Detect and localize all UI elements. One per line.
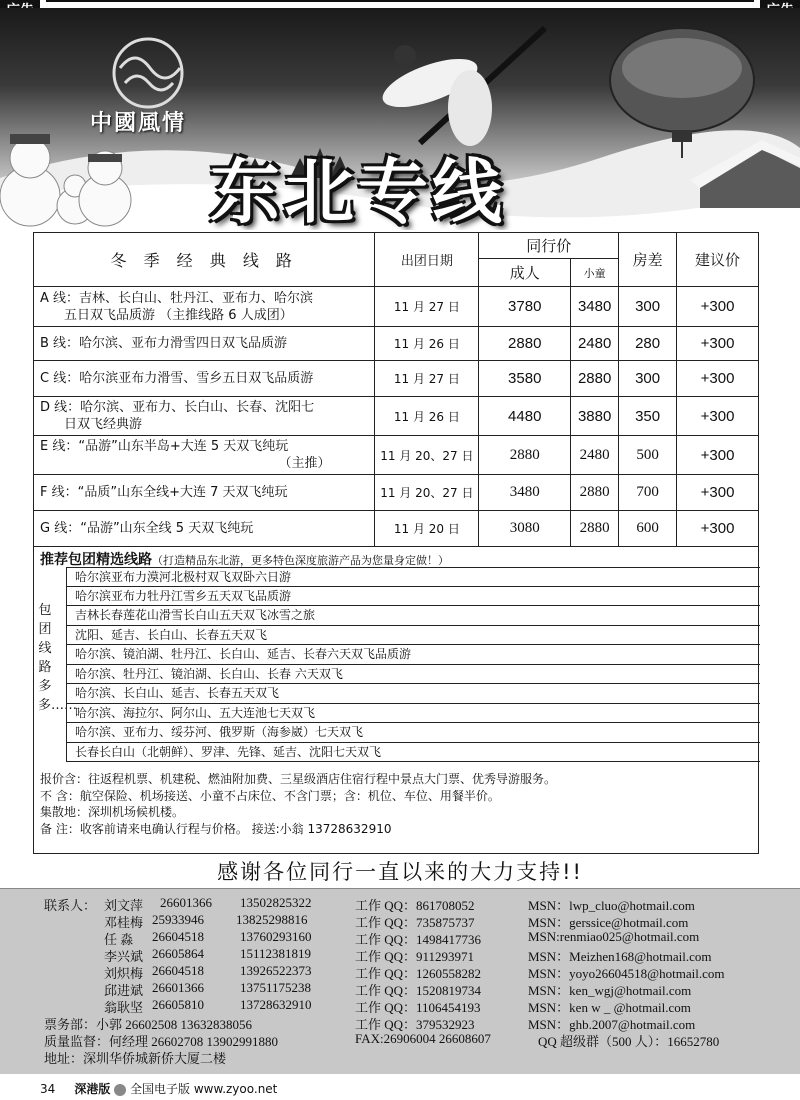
contact-mobile: 13926522373 (240, 963, 312, 978)
contact-qq: 工作 QQ：1520819734 (355, 983, 482, 998)
suggest-price: +300 (677, 436, 759, 475)
suggest-price: +300 (677, 327, 759, 361)
contact-qq: 工作 QQ：1498417736 (355, 932, 482, 947)
contact-label: 联系人： (44, 898, 97, 913)
route-text: G 线：“品游”山东全线 5 天双飞纯玩 (34, 511, 375, 547)
contact-msn: MSN：ken w _ @hotmail.com (528, 1000, 691, 1015)
contact-mobile: 15112381819 (240, 946, 312, 961)
footer (40, 1080, 277, 1097)
ticket-contact: 票务部：小郭 26602508 13632838056 (44, 1017, 253, 1032)
package-side-label: 包团线路多多…… (38, 603, 78, 713)
contact-phone: 26601366 (152, 980, 204, 995)
table-row (34, 327, 759, 361)
table-row (34, 287, 759, 327)
note-remarks: 备 注：收客前请来电确认行程与价格。 接送:小翁 13728632910 (40, 821, 392, 836)
date-cell: 11 月 26 日 (375, 397, 479, 436)
room-price: 500 (619, 436, 677, 475)
route-text: 五日双飞品质游 (64, 307, 156, 323)
route-text: C 线：哈尔滨亚布力滑雪、雪乡五日双飞品质游 (34, 361, 375, 397)
edition-label: 深港版 (74, 1082, 111, 1096)
price-notes (40, 771, 556, 837)
list-item: 哈尔滨、牡丹江、镜泊湖、长白山、长春 六天双飞 (66, 665, 760, 685)
header-date: 出团日期 (375, 233, 479, 287)
header-route: 冬 季 经 典 线 路 (34, 233, 375, 287)
adult-price: 3480 (479, 475, 571, 511)
child-price: 2880 (571, 511, 619, 547)
adult-price: 3080 (479, 511, 571, 547)
table-row (34, 436, 759, 475)
note-includes: 报价含：往返程机票、机建税、燃油附加费、三星级酒店住宿行程中景点大门票、优秀导游服务。 (40, 772, 557, 786)
package-title (40, 549, 449, 569)
contact-qq: 工作 QQ：1260558282 (355, 966, 482, 981)
ticket-msn: MSN：ghb.2007@hotmail.com (528, 1017, 696, 1032)
contact-mobile: 13728632910 (240, 997, 312, 1012)
adult-price: 3580 (479, 361, 571, 397)
route-price-table (33, 232, 759, 547)
quality-contact: 质量监督：何经理 26602708 13902991880 (44, 1034, 279, 1049)
contact-name: 李兴斌 (104, 949, 144, 964)
contact-msn: MSN：gerssice@hotmail.com (528, 915, 689, 930)
table-row (34, 361, 759, 397)
contact-name: 邱进斌 (104, 983, 144, 998)
contact-mobile: 13825298816 (236, 912, 308, 927)
contact-msn: MSN：Meizhen168@hotmail.com (528, 949, 712, 964)
ticket-qq: 工作 QQ：379532923 (355, 1017, 475, 1032)
contact-name: 任 淼 (104, 932, 134, 947)
list-item: 吉林长春莲花山滑雪长白山五天双飞冰雪之旅 (66, 606, 760, 626)
contact-qq: 工作 QQ：735875737 (355, 915, 475, 930)
table-row (34, 397, 759, 436)
package-subtitle: （打造精品东北游，更多特色深度旅游产品为您量身定做！） (152, 554, 449, 567)
package-title-text: 推荐包团精选线路 (40, 552, 152, 568)
room-price: 350 (619, 397, 677, 436)
contact-name: 刘文萍 (104, 898, 144, 913)
top-rule (46, 0, 754, 2)
date-cell: 11 月 26 日 (375, 327, 479, 361)
room-price: 300 (619, 361, 677, 397)
room-price: 600 (619, 511, 677, 547)
list-item: 哈尔滨亚布力牡丹江雪乡五天双飞品质游 (66, 587, 760, 607)
adult-price: 2880 (479, 327, 571, 361)
header-peer-price: 同行价 (479, 233, 619, 259)
table-row (34, 511, 759, 547)
date-cell: 11 月 20、27 日 (375, 436, 479, 475)
date-cell: 11 月 27 日 (375, 287, 479, 327)
date-cell: 11 月 27 日 (375, 361, 479, 397)
suggest-price: +300 (677, 287, 759, 327)
contact-phone: 25933946 (152, 912, 204, 927)
qq-group: QQ 超级群（500 人）：16652780 (538, 1034, 720, 1049)
contact-mobile: 13502825322 (240, 895, 312, 910)
route-text: F 线：“品质”山东全线+大连 7 天双飞纯玩 (34, 475, 375, 511)
list-item: 长春长白山（北朝鲜）、罗津、先锋、延吉、沈阳七天双飞 (66, 743, 760, 763)
contact-msn: MSN：yoyo26604518@hotmail.com (528, 966, 725, 981)
brand-name: 中國風情 (90, 110, 187, 136)
contact-phone: 26605864 (152, 946, 204, 961)
list-item: 哈尔滨、镜泊湖、牡丹江、长白山、延吉、长春六天双飞品质游 (66, 645, 760, 665)
list-item: 哈尔滨、亚布力、绥芬河、俄罗斯（海参崴）七天双飞 (66, 723, 760, 743)
route-note: （主推） (278, 456, 331, 471)
note-meeting-point: 集散地：深圳机场候机楼。 (40, 805, 185, 819)
logo-swirl (114, 39, 182, 107)
address: 地址：深圳华侨城新侨大厦二楼 (44, 1051, 227, 1066)
date-cell: 11 月 20、27 日 (375, 475, 479, 511)
adult-price: 4480 (479, 397, 571, 436)
route-text: D 线：哈尔滨、亚布力、长白山、长春、沈阳七 (40, 400, 315, 415)
banner (0, 8, 800, 230)
contact-mobile: 13760293160 (240, 929, 312, 944)
child-price: 2880 (571, 475, 619, 511)
contact-mobile: 13751175238 (240, 980, 312, 995)
child-price: 3480 (571, 287, 619, 327)
date-cell: 11 月 20 日 (375, 511, 479, 547)
contact-phone: 26604518 (152, 929, 204, 944)
thanks-message: 感谢各位同行一直以来的大力支持!! (217, 860, 583, 884)
adult-price: 3780 (479, 287, 571, 327)
header-suggest: 建议价 (677, 233, 759, 287)
contact-msn: MSN：lwp_cluo@hotmail.com (528, 898, 695, 913)
note-excludes: 不 含：航空保险、机场接送、小童不占床位、不含门票；含：机位、车位、用餐半价。 (40, 788, 500, 803)
route-text: B 线：哈尔滨、亚布力滑雪四日双飞品质游 (34, 327, 375, 361)
header-child: 小童 (571, 259, 619, 287)
package-box (33, 546, 759, 854)
contact-phone: 26605810 (152, 997, 204, 1012)
list-item: 哈尔滨、长白山、延吉、长春五天双飞 (66, 684, 760, 704)
child-price: 3880 (571, 397, 619, 436)
contact-qq: 工作 QQ：911293971 (355, 949, 475, 964)
banner-title: 东北专线 (210, 151, 506, 230)
snowmen (0, 134, 131, 226)
contact-qq: 工作 QQ：1106454193 (355, 1000, 481, 1015)
room-price: 280 (619, 327, 677, 361)
fax: FAX:26906004 26608607 (355, 1031, 491, 1046)
list-item: 哈尔滨、海拉尔、阿尔山、五大连池七天双飞 (66, 704, 760, 724)
room-price: 300 (619, 287, 677, 327)
adult-price: 2880 (479, 436, 571, 475)
list-item: 哈尔滨亚布力漠河北极村双飞双卧六日游 (66, 567, 760, 587)
contact-phone: 26601366 (160, 895, 212, 910)
contact-name: 翁耿坚 (104, 1000, 144, 1015)
contact-name: 邓桂梅 (104, 915, 144, 930)
website-link[interactable]: 全国电子版 www.zyoo.net (130, 1082, 278, 1096)
contact-msn: MSN:renmiao025@hotmail.com (528, 929, 700, 944)
child-price: 2480 (571, 436, 619, 475)
page-number: 34 (40, 1082, 56, 1096)
contact-panel (0, 888, 800, 1074)
contact-name: 刘炽梅 (104, 966, 144, 981)
edition-logo-icon (114, 1084, 126, 1096)
route-text: E 线：“品游”山东半岛+大连 5 天双飞纯玩 (40, 439, 289, 454)
child-price: 2880 (571, 361, 619, 397)
table-row (34, 475, 759, 511)
list-item: 沈阳、延吉、长白山、长春五天双飞 (66, 626, 760, 646)
suggest-price: +300 (677, 475, 759, 511)
contact-phone: 26604518 (152, 963, 204, 978)
route-text: 日双飞经典游 (64, 417, 143, 432)
suggest-price: +300 (677, 511, 759, 547)
suggest-price: +300 (677, 397, 759, 436)
header-adult: 成人 (479, 259, 571, 287)
child-price: 2480 (571, 327, 619, 361)
contact-msn: MSN：ken_wgj@hotmail.com (528, 983, 692, 998)
header-room: 房差 (619, 233, 677, 287)
room-price: 700 (619, 475, 677, 511)
suggest-price: +300 (677, 361, 759, 397)
skier-figure (377, 28, 545, 146)
contact-qq: 工作 QQ：861708052 (355, 898, 475, 913)
route-text: A 线：吉林、长白山、牡丹江、亚布力、哈尔滨 (40, 290, 314, 306)
package-list (66, 567, 760, 762)
route-note: （主推线路 6 人成团） (159, 307, 293, 323)
